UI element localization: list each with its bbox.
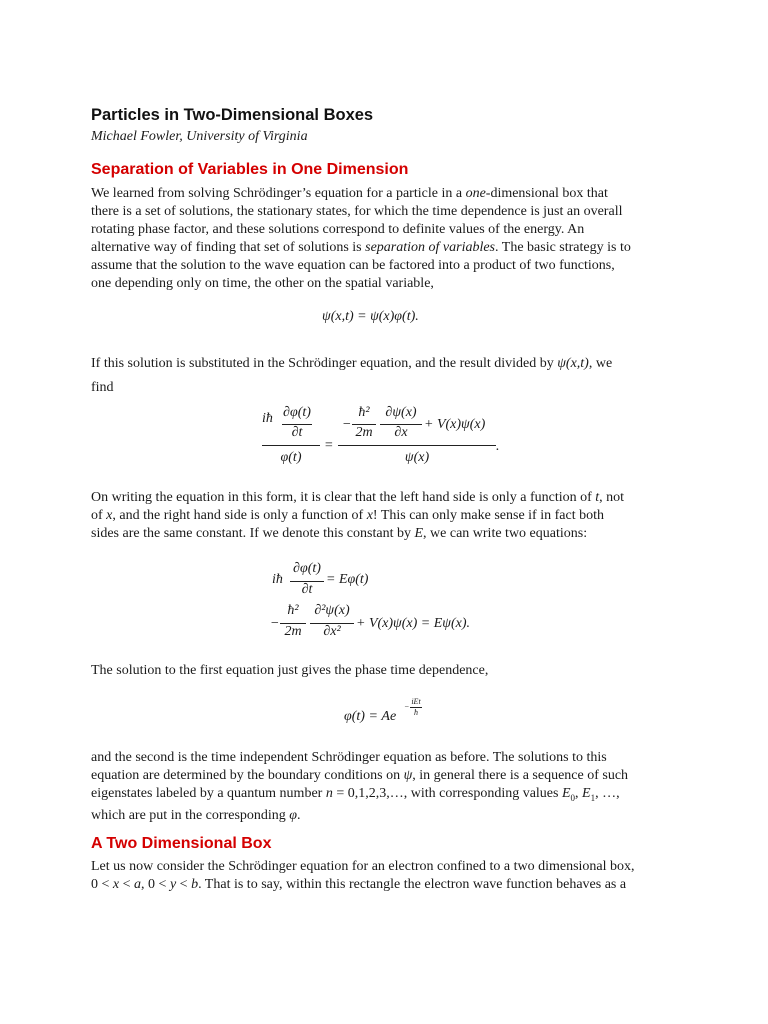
text-run: eigenstates labeled by a quantum number (91, 786, 326, 801)
text-run: x (106, 508, 113, 523)
text-run: , …, (595, 786, 620, 801)
text-run: separation of variables (365, 240, 496, 255)
text-run: alternative way of finding that set of solutions is (91, 240, 366, 255)
math-term: + V(x)ψ(x) (424, 417, 486, 432)
text-run: one (465, 186, 486, 201)
text-line: one depending only on time, the other on the spatial variable, (91, 276, 434, 291)
equation-phase (344, 697, 424, 727)
math-minus: − (342, 417, 352, 432)
author-line: Michael Fowler, University of Virginia (91, 129, 308, 144)
text-run: ψ (403, 768, 413, 783)
math-denominator: 2m (284, 624, 302, 639)
math-exponent-numerator: iEt (411, 697, 421, 706)
text-run: 1 (590, 792, 596, 803)
paragraph-constant (91, 489, 681, 543)
math-numerator: ħ² (358, 405, 370, 420)
text-run: φ (289, 807, 298, 823)
text-run: x (366, 508, 373, 523)
math-denominator: φ(t) (280, 450, 302, 465)
text-run: . That is to say, within this rectangle the electron wave function behaves as a (198, 877, 627, 892)
text-run: a (134, 877, 142, 892)
paragraph-eigenstates (91, 749, 681, 825)
text-run: < (119, 877, 135, 892)
math-exponent-denominator: ħ (414, 708, 418, 717)
math-ihbar: iħ (272, 572, 283, 587)
math-ihbar: iħ (262, 411, 273, 426)
text-run: If this solution is substituted in the Schrödinger equation, and the result divided by (91, 356, 558, 371)
text-run: , in general there is a sequence of such (412, 768, 629, 783)
fraction-bar (338, 445, 496, 446)
text-run: which are put in the corresponding (91, 807, 290, 823)
paragraph-two-dimensional (91, 858, 681, 894)
math-denominator: 2m (355, 425, 373, 440)
text-line: rotating phase factor, and these solutions correspond to definite values of the energy. An (91, 222, 585, 237)
text-run: -dimensional box that (485, 186, 608, 201)
text-line: The solution to the first equation just gives the phase time dependence, (91, 663, 489, 678)
text-run: y (169, 877, 177, 892)
text-run: = 0,1,2,3,…, with corresponding values (332, 786, 562, 801)
text-run: b (191, 877, 199, 892)
text-line: find (91, 380, 114, 395)
math-equals: = (324, 438, 334, 453)
text-line: assume that the solution to the wave equation can be factored into a product of two functions, (91, 258, 615, 273)
paragraph-phase (91, 662, 681, 680)
math-term: φ(t) = Ae (344, 709, 397, 724)
text-run: On writing the equation in this form, it is clear that the left hand side is only a function of (91, 490, 596, 505)
text-line: Let us now consider the Schrödinger equation for an electron confined to a two dimensional box, (91, 859, 635, 874)
text-run: x (112, 877, 120, 892)
math-numerator: ∂²ψ(x) (314, 603, 350, 618)
equation-divided (262, 405, 502, 475)
math-minus: − (270, 616, 280, 631)
math-denominator: ∂x (394, 425, 408, 440)
math-denominator: ψ(x) (404, 450, 430, 465)
fraction-bar (262, 445, 320, 446)
text-run: of (91, 508, 107, 523)
text-run: < (176, 877, 192, 892)
math-numerator: ∂φ(t) (293, 561, 321, 576)
text-run: E (561, 786, 571, 801)
text-run: , we (588, 356, 613, 371)
text-run: . The basic strategy is to (495, 240, 631, 255)
equation-separation: ψ(x,t) = ψ(x)φ(t). (322, 309, 419, 324)
text-run: 0 (570, 792, 576, 803)
math-numerator: ∂ψ(x) (385, 405, 417, 420)
text-line: and the second is the time independent Schrödinger equation as before. The solutions to this (91, 750, 607, 765)
math-denominator: ∂t (291, 425, 303, 440)
math-denominator: ∂x² (323, 624, 341, 639)
section-heading-two-dimensional-box: A Two Dimensional Box (91, 835, 272, 852)
math-term: + V(x)ψ(x) = Eψ(x). (356, 616, 471, 631)
text-run: ψ(x,t) (557, 356, 589, 371)
text-run: 0 < (91, 877, 113, 892)
paragraph-substitute (91, 352, 681, 400)
text-run: . (297, 807, 301, 823)
math-numerator: ħ² (287, 603, 299, 618)
section-heading-separation: Separation of Variables in One Dimension (91, 161, 409, 178)
equation-pair (268, 561, 508, 643)
paragraph-intro (91, 185, 681, 293)
text-run: sides are the same constant. If we denote this constant by (91, 526, 415, 541)
text-run: , 0 < (141, 877, 170, 892)
text-run: , (575, 786, 583, 801)
math-period: . (496, 439, 500, 454)
text-run: , not (599, 490, 625, 505)
text-line: there is a set of solutions, the stationary states, for which the time dependence is just an overall (91, 204, 623, 219)
math-exponent-sign: − (404, 702, 410, 711)
text-run: E (414, 526, 424, 541)
text-run: We learned from solving Schrödinger’s equation for a particle in a (91, 186, 466, 201)
text-run: t (595, 490, 600, 505)
text-run: , we can write two equations: (423, 526, 588, 541)
text-run: E (582, 786, 591, 801)
page-title: Particles in Two-Dimensional Boxes (91, 106, 374, 124)
text-run: equation are determined by the boundary conditions on (91, 768, 404, 783)
math-term: = Eφ(t) (326, 572, 369, 587)
math-denominator: ∂t (301, 582, 313, 597)
text-run: n (325, 786, 333, 801)
text-run: , and the right hand side is only a function of (112, 508, 367, 523)
math-numerator: ∂φ(t) (283, 405, 311, 420)
text-run: ! This can only make sense if in fact both (372, 508, 604, 523)
